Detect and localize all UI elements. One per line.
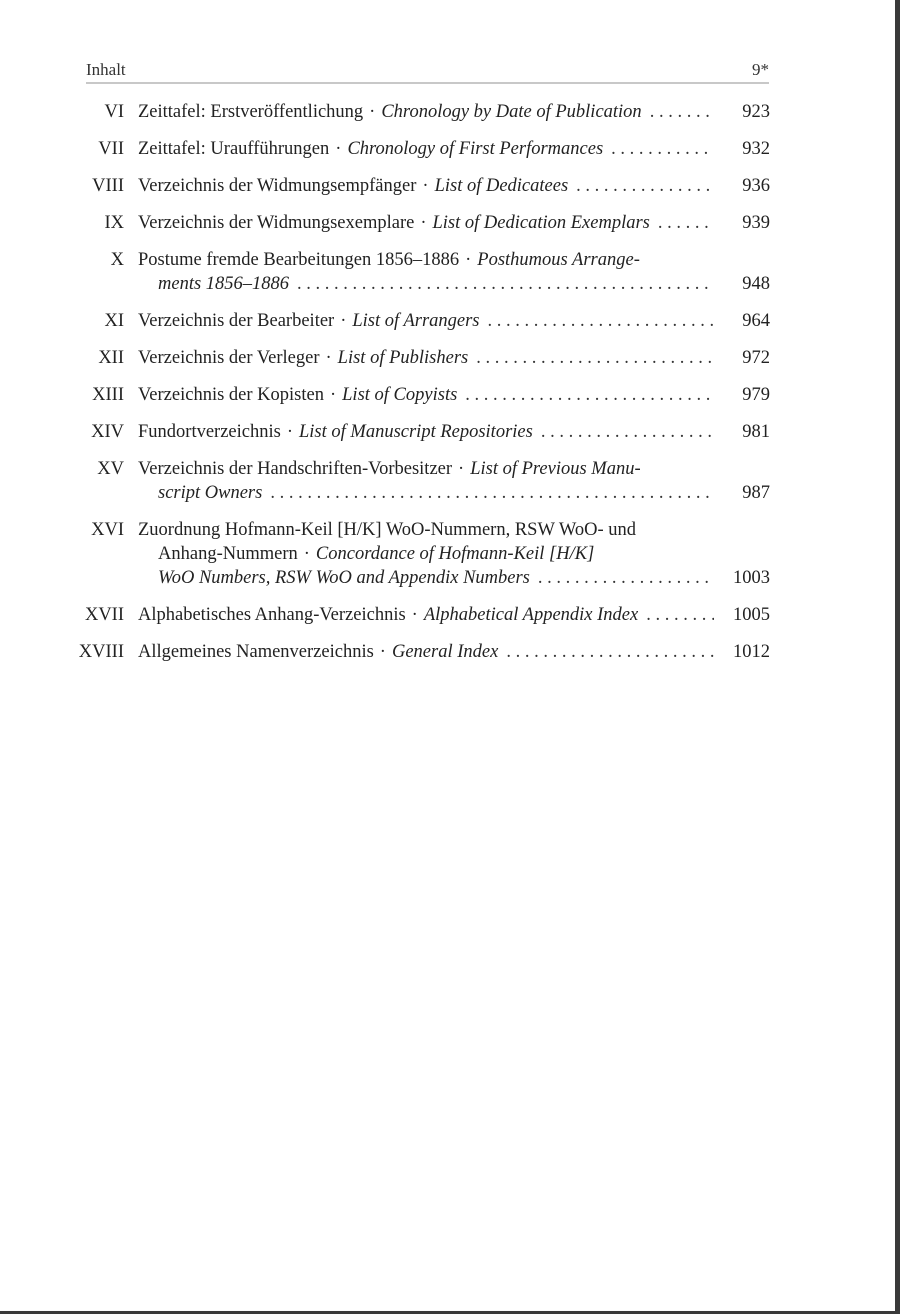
toc-entry xyxy=(70,346,770,370)
toc-entry-number: IX xyxy=(104,213,124,233)
english-title: List of Manuscript Repositories xyxy=(299,422,533,442)
dot-leader xyxy=(646,603,714,627)
page-number[interactable]: 987 xyxy=(742,483,770,503)
dot-leader xyxy=(476,346,714,370)
toc-entry-text xyxy=(138,174,770,198)
toc-entry-line xyxy=(138,248,770,272)
toc-entry-text xyxy=(138,457,770,505)
toc-entry-line xyxy=(138,603,770,627)
toc-entry-line xyxy=(138,100,770,124)
toc-entry xyxy=(70,457,770,505)
title-separator: · xyxy=(465,250,472,270)
toc-entry-text xyxy=(138,211,770,235)
toc-entry-text xyxy=(138,346,770,370)
toc-entry-line xyxy=(138,640,770,664)
dot-leader xyxy=(270,481,714,505)
toc-entry-line xyxy=(138,346,770,370)
toc-entry-line xyxy=(138,211,770,235)
running-head-title: Inhalt xyxy=(86,60,126,79)
toc-entry-text xyxy=(138,309,770,333)
toc-entry xyxy=(70,640,770,664)
english-title: Posthumous Arrange- xyxy=(477,250,640,270)
german-title: Zeittafel: Erstveröffentlichung xyxy=(138,102,364,122)
german-title: Verzeichnis der Widmungsexemplare xyxy=(138,213,415,233)
german-title: Zuordnung Hofmann-Keil [H/K] WoO-Nummern, RSW WoO- und xyxy=(138,520,637,540)
toc-entry-number: VII xyxy=(98,139,124,159)
english-title: List of Copyists xyxy=(342,385,458,405)
page-number[interactable]: 948 xyxy=(742,274,770,294)
dot-leader xyxy=(576,174,714,198)
toc-entry xyxy=(70,100,770,124)
toc-entry xyxy=(70,248,770,296)
dot-leader xyxy=(465,383,714,407)
title-separator: · xyxy=(340,311,347,331)
title-separator: · xyxy=(369,102,376,122)
toc-entry-line xyxy=(138,309,770,333)
toc-entry-text xyxy=(138,100,770,124)
german-title: Fundortverzeichnis xyxy=(138,422,281,442)
page-number[interactable]: 1012 xyxy=(733,642,770,662)
german-title: Alphabetisches Anhang-Verzeichnis xyxy=(138,605,406,625)
toc-entry-text xyxy=(138,420,770,444)
dot-leader xyxy=(611,137,714,161)
toc-entry-number: XV xyxy=(97,459,124,479)
page-edge-right xyxy=(895,0,900,1314)
english-title: Chronology by Date of Publication xyxy=(381,102,642,122)
title-separator: · xyxy=(411,605,418,625)
running-head-page-number: 9* xyxy=(752,60,769,79)
german-title: Postume fremde Bearbeitungen 1856–1886 xyxy=(138,250,460,270)
toc-entry-line xyxy=(138,174,770,198)
page-number[interactable]: 1003 xyxy=(733,568,770,588)
table-of-contents xyxy=(70,100,770,677)
german-title: Allgemeines Namenverzeichnis xyxy=(138,642,374,662)
toc-entry-line xyxy=(138,566,770,590)
toc-entry-text xyxy=(138,137,770,161)
page-number[interactable]: 964 xyxy=(742,311,770,331)
german-title: Verzeichnis der Bearbeiter xyxy=(138,311,335,331)
toc-entry xyxy=(70,420,770,444)
toc-entry xyxy=(70,211,770,235)
toc-entry xyxy=(70,383,770,407)
german-title: Anhang-Nummern xyxy=(158,544,298,564)
toc-entry-number: XVIII xyxy=(78,642,124,662)
english-title: General Index xyxy=(391,642,499,662)
page-number[interactable]: 932 xyxy=(742,139,770,159)
toc-entry-line xyxy=(138,481,770,505)
german-title: Verzeichnis der Kopisten xyxy=(138,385,324,405)
page-number[interactable]: 939 xyxy=(742,213,770,233)
english-title: List of Dedicatees xyxy=(434,176,569,196)
english-title: List of Previous Manu- xyxy=(470,459,641,479)
page-number[interactable]: 972 xyxy=(742,348,770,368)
german-title: Verzeichnis der Verleger xyxy=(138,348,320,368)
english-title: script Owners xyxy=(158,483,263,503)
toc-entry-number: XVI xyxy=(91,520,124,540)
dot-leader xyxy=(541,420,714,444)
title-separator: · xyxy=(458,459,465,479)
dot-leader xyxy=(488,309,714,333)
toc-entry xyxy=(70,518,770,590)
english-title: Alphabetical Appendix Index xyxy=(423,605,639,625)
title-separator: · xyxy=(420,213,427,233)
toc-entry-line xyxy=(138,420,770,444)
toc-entry xyxy=(70,174,770,198)
toc-entry-number: XIV xyxy=(91,422,124,442)
title-separator: · xyxy=(379,642,386,662)
german-title: Verzeichnis der Widmungsempfänger xyxy=(138,176,417,196)
toc-entry-line xyxy=(138,542,770,566)
english-title: WoO Numbers, RSW WoO and Appendix Numbers xyxy=(158,568,530,588)
german-title: Verzeichnis der Handschriften-Vorbesitzer xyxy=(138,459,453,479)
dot-leader xyxy=(650,100,714,124)
toc-entry-number: XI xyxy=(104,311,124,331)
title-separator: · xyxy=(303,544,310,564)
toc-entry-line xyxy=(138,137,770,161)
german-title: Zeittafel: Uraufführungen xyxy=(138,139,330,159)
dot-leader xyxy=(297,272,714,296)
toc-entry-text xyxy=(138,383,770,407)
english-title: List of Arrangers xyxy=(352,311,480,331)
page-number[interactable]: 1005 xyxy=(733,605,770,625)
english-title: ments 1856–1886 xyxy=(158,274,290,294)
page-number[interactable]: 936 xyxy=(742,176,770,196)
toc-entry xyxy=(70,603,770,627)
toc-entry-number: XIII xyxy=(92,385,124,405)
dot-leader xyxy=(506,640,714,664)
toc-entry-text xyxy=(138,603,770,627)
dot-leader xyxy=(538,566,714,590)
toc-entry-line xyxy=(138,457,770,481)
english-title: List of Dedication Exemplars xyxy=(432,213,650,233)
toc-entry-text xyxy=(138,640,770,664)
page-number[interactable]: 981 xyxy=(742,422,770,442)
toc-entry-line xyxy=(138,272,770,296)
page-number[interactable]: 979 xyxy=(742,385,770,405)
toc-entry xyxy=(70,137,770,161)
toc-entry-line xyxy=(138,518,770,542)
title-separator: · xyxy=(329,385,337,405)
english-title: Chronology of First Performances xyxy=(347,139,604,159)
title-separator: · xyxy=(325,348,332,368)
toc-entry-line xyxy=(138,383,770,407)
page-number[interactable]: 923 xyxy=(742,102,770,122)
title-separator: · xyxy=(335,139,342,159)
running-head xyxy=(86,58,769,84)
toc-entry-number: XII xyxy=(98,348,124,368)
title-separator: · xyxy=(422,176,429,196)
toc-entry-number: XVII xyxy=(84,605,124,625)
english-title: List of Publishers xyxy=(337,348,469,368)
title-separator: · xyxy=(286,422,293,442)
dot-leader xyxy=(658,211,714,235)
toc-entry-text xyxy=(138,518,770,590)
toc-entry-number: X xyxy=(110,250,124,270)
toc-entry-number: VI xyxy=(104,102,124,122)
toc-entry-text xyxy=(138,248,770,296)
english-title: Concordance of Hofmann-Keil [H/K] xyxy=(315,544,595,564)
toc-entry-number: VIII xyxy=(92,176,124,196)
toc-entry xyxy=(70,309,770,333)
